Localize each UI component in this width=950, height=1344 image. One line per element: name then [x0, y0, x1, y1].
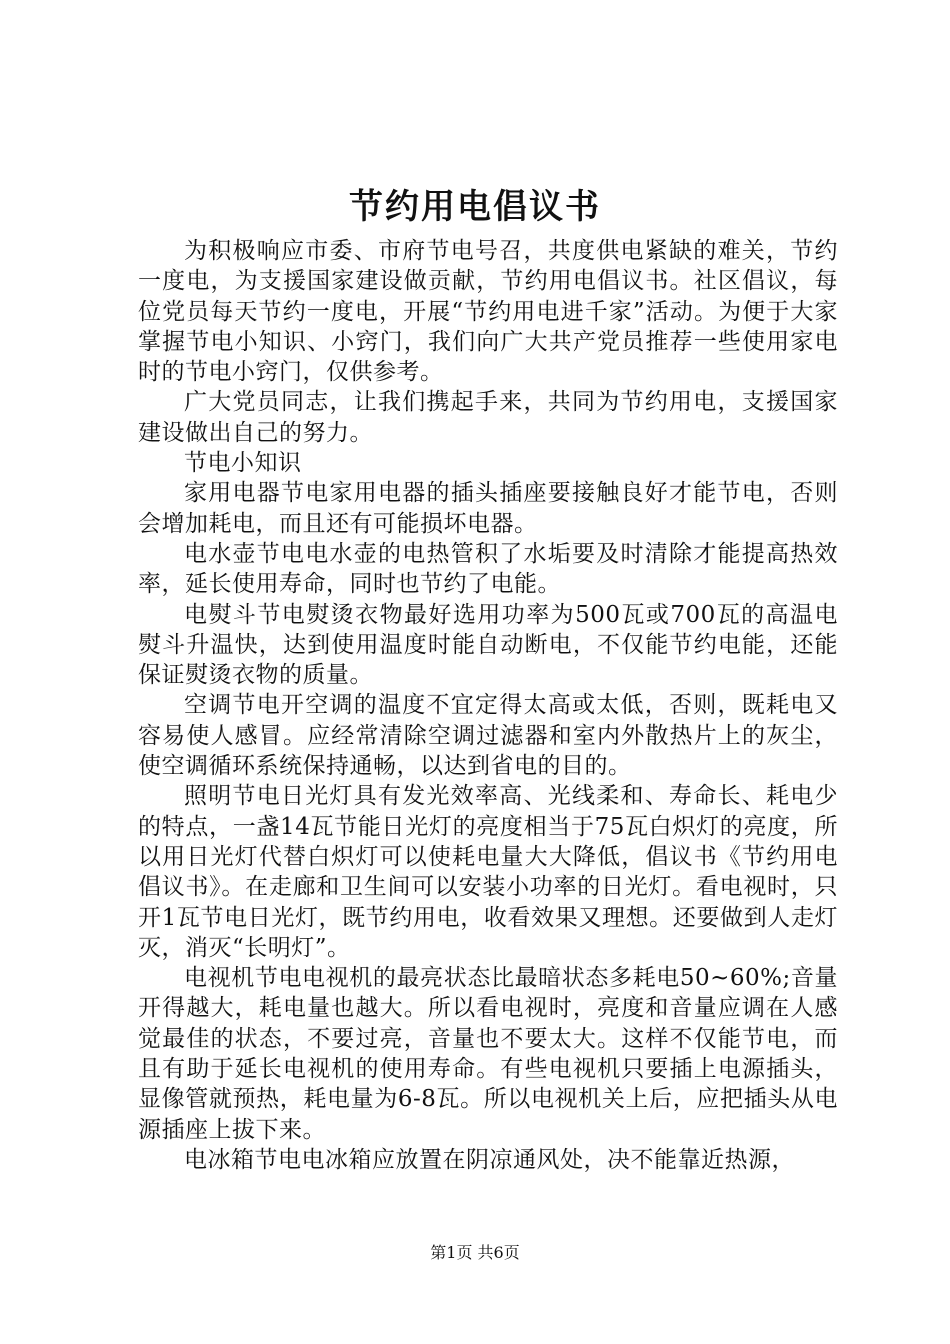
paragraph-air-conditioner: 空调节电开空调的温度不宜定得太高或太低，否则，既耗电又容易使人感冒。应经常清除空调过滤器和室内外散热片上的灰尘，使空调循环系统保持通畅，以达到省电的目的。 — [138, 692, 838, 780]
document-body — [138, 236, 838, 1175]
paragraph-appeal: 广大党员同志，让我们携起手来，共同为节约用电，支援国家建设做出自己的努力。 — [138, 389, 838, 446]
document-title: 节约用电倡议书 — [349, 187, 601, 227]
section-heading-tips: 节电小知识 — [184, 450, 302, 477]
paragraph-iron: 电熨斗节电熨烫衣物最好选用功率为500瓦或700瓦的高温电熨斗升温快，达到使用温度时能自动断电，不仅能节约电能，还能保证熨烫衣物的质量。 — [138, 601, 838, 689]
paragraph-television: 电视机节电电视机的最亮状态比最暗状态多耗电50~60%;音量开得越大，耗电量也越大。所以看电视时，亮度和音量应调在人感觉最佳的状态，不要过亮，音量也不要太大。这样不仅能节电，而且有助于延长电视机的使用寿命。有些电视机只要插上电源插头，显像管就预热，耗电量为6-8瓦。所以电视机关上后，应把插头从电源插座上拔下来。 — [138, 965, 838, 1143]
paragraph-intro: 为积极响应市委、市府节电号召，共度供电紧缺的难关，节约一度电，为支援国家建设做贡献，节约用电倡议书。社区倡议，每位党员每天节约一度电，开展“节约用电进千家”活动。为便于大家掌握节电小知识、小窍门，我们向广大共产党员推荐一些使用家电时的节电小窍门，仅供参考。 — [138, 238, 838, 386]
paragraph-refrigerator: 电冰箱节电电冰箱应放置在阴凉通风处，决不能靠近热源， — [184, 1146, 795, 1173]
paragraph-appliance-plugs: 家用电器节电家用电器的插头插座要接触良好才能节电，否则会增加耗电，而且还有可能损坏电器。 — [138, 480, 838, 537]
paragraph-lighting: 照明节电日光灯具有发光效率高、光线柔和、寿命长、耗电少的特点，一盏14瓦节能日光灯的亮度相当于75瓦白炽灯的亮度，所以用日光灯代替白炽灯可以使耗电量大大降低，倡议书《节约用电倡议书》。在走廊和卫生间可以安装小功率的日光灯。看电视时，只开1瓦节电日光灯，既节约用电，收看效果又理想。还要做到人走灯灭，消灭“长明灯”。 — [138, 783, 838, 961]
page-number-footer: 第1页 共6页 — [430, 1243, 520, 1262]
paragraph-kettle: 电水壶节电电水壶的电热管积了水垢要及时清除才能提高热效率，延长使用寿命，同时也节约了电能。 — [138, 540, 838, 598]
